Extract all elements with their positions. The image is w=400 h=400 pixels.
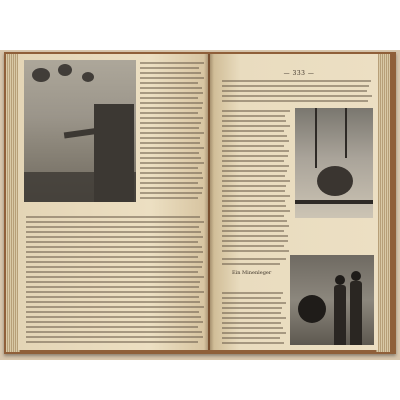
text-line bbox=[222, 170, 287, 172]
text-line bbox=[140, 187, 203, 189]
smoke-burst-2 bbox=[58, 64, 72, 76]
text-line bbox=[140, 157, 201, 159]
text-line bbox=[140, 72, 201, 74]
text-line bbox=[222, 312, 281, 314]
text-line bbox=[140, 82, 198, 84]
text-line bbox=[140, 177, 203, 179]
text-line bbox=[222, 120, 286, 122]
text-line bbox=[26, 326, 198, 328]
text-line bbox=[222, 245, 284, 247]
text-line bbox=[26, 251, 203, 253]
text-line bbox=[222, 215, 284, 217]
text-line bbox=[140, 192, 202, 194]
photo-caption: Ein Minenleger bbox=[232, 270, 272, 276]
text-line bbox=[140, 127, 199, 129]
crew-figure-1 bbox=[334, 285, 346, 345]
text-line bbox=[26, 331, 202, 333]
text-line bbox=[222, 220, 287, 222]
text-line bbox=[222, 225, 289, 227]
book-gutter bbox=[204, 54, 214, 350]
text-line bbox=[222, 297, 281, 299]
text-line bbox=[222, 145, 284, 147]
text-line bbox=[222, 165, 289, 167]
text-line bbox=[26, 306, 204, 308]
text-line bbox=[140, 77, 204, 79]
text-line bbox=[222, 115, 285, 117]
text-line bbox=[222, 190, 285, 192]
text-line bbox=[26, 316, 201, 318]
text-line bbox=[26, 226, 199, 228]
text-line bbox=[222, 263, 280, 265]
text-line bbox=[222, 140, 289, 142]
text-line bbox=[26, 286, 199, 288]
text-line bbox=[222, 240, 288, 242]
deck-rail bbox=[295, 200, 373, 204]
mine-sphere bbox=[298, 295, 326, 323]
text-line bbox=[140, 87, 202, 89]
text-line bbox=[26, 341, 198, 343]
mine-drum bbox=[317, 166, 353, 196]
text-line bbox=[140, 102, 203, 104]
text-line bbox=[222, 292, 283, 294]
text-line bbox=[26, 236, 203, 238]
text-line bbox=[26, 246, 202, 248]
text-line bbox=[26, 296, 199, 298]
text-line bbox=[222, 180, 290, 182]
text-line bbox=[222, 195, 290, 197]
rigging-line-2 bbox=[345, 108, 347, 158]
text-line bbox=[222, 110, 290, 112]
text-line bbox=[26, 321, 203, 323]
page-edges-right bbox=[376, 54, 390, 352]
text-line bbox=[26, 301, 200, 303]
text-line bbox=[140, 122, 201, 124]
text-line bbox=[140, 162, 204, 164]
text-line bbox=[140, 92, 203, 94]
text-line bbox=[140, 117, 203, 119]
text-line bbox=[222, 317, 286, 319]
page-number: — 333 — bbox=[283, 70, 315, 77]
photo-lower-right bbox=[290, 255, 374, 345]
text-line bbox=[222, 90, 367, 92]
text-line bbox=[26, 261, 203, 263]
text-line bbox=[26, 241, 198, 243]
text-line bbox=[26, 216, 200, 218]
text-line bbox=[222, 175, 285, 177]
text-line bbox=[222, 302, 286, 304]
text-line bbox=[222, 160, 284, 162]
text-line bbox=[222, 85, 369, 87]
text-line bbox=[26, 271, 198, 273]
text-line bbox=[26, 336, 203, 338]
text-line bbox=[140, 132, 204, 134]
text-line bbox=[222, 130, 284, 132]
ship-deck bbox=[24, 172, 136, 202]
text-line bbox=[140, 197, 198, 199]
text-line bbox=[26, 231, 201, 233]
smoke-burst-1 bbox=[32, 68, 50, 82]
text-line bbox=[26, 256, 198, 258]
text-line bbox=[140, 112, 198, 114]
photo-upper-left bbox=[24, 60, 136, 202]
text-line bbox=[140, 147, 204, 149]
text-line bbox=[26, 276, 204, 278]
text-line bbox=[222, 135, 287, 137]
text-line bbox=[222, 210, 290, 212]
text-line bbox=[222, 307, 282, 309]
smoke-burst-3 bbox=[82, 72, 94, 82]
text-line bbox=[26, 281, 200, 283]
text-line bbox=[140, 142, 200, 144]
text-line bbox=[222, 150, 289, 152]
crew-head-2 bbox=[351, 271, 361, 281]
text-line bbox=[140, 62, 204, 64]
rigging-line-1 bbox=[315, 108, 317, 168]
text-line bbox=[26, 221, 204, 223]
text-line bbox=[140, 172, 202, 174]
text-line bbox=[222, 100, 368, 102]
text-line bbox=[140, 152, 199, 154]
text-line bbox=[222, 337, 280, 339]
text-line bbox=[222, 155, 288, 157]
crew-figure-2 bbox=[350, 281, 362, 345]
text-line bbox=[222, 200, 285, 202]
text-line bbox=[222, 185, 286, 187]
text-line bbox=[222, 322, 281, 324]
crew-head-1 bbox=[335, 275, 345, 285]
text-line bbox=[222, 327, 283, 329]
text-line bbox=[222, 235, 288, 237]
text-line bbox=[222, 332, 286, 334]
text-line bbox=[222, 80, 371, 82]
text-line bbox=[140, 67, 199, 69]
text-line bbox=[140, 167, 198, 169]
text-line bbox=[222, 250, 289, 252]
text-line bbox=[222, 342, 284, 344]
text-line bbox=[140, 107, 202, 109]
text-line bbox=[222, 125, 290, 127]
text-line bbox=[222, 205, 286, 207]
text-line bbox=[222, 95, 372, 97]
text-line bbox=[26, 266, 202, 268]
text-line bbox=[222, 258, 286, 260]
text-line bbox=[140, 182, 198, 184]
text-line bbox=[140, 137, 200, 139]
text-line bbox=[140, 97, 198, 99]
text-line bbox=[26, 311, 199, 313]
photo-middle-right bbox=[295, 108, 373, 218]
text-line bbox=[26, 291, 204, 293]
text-line bbox=[222, 230, 284, 232]
